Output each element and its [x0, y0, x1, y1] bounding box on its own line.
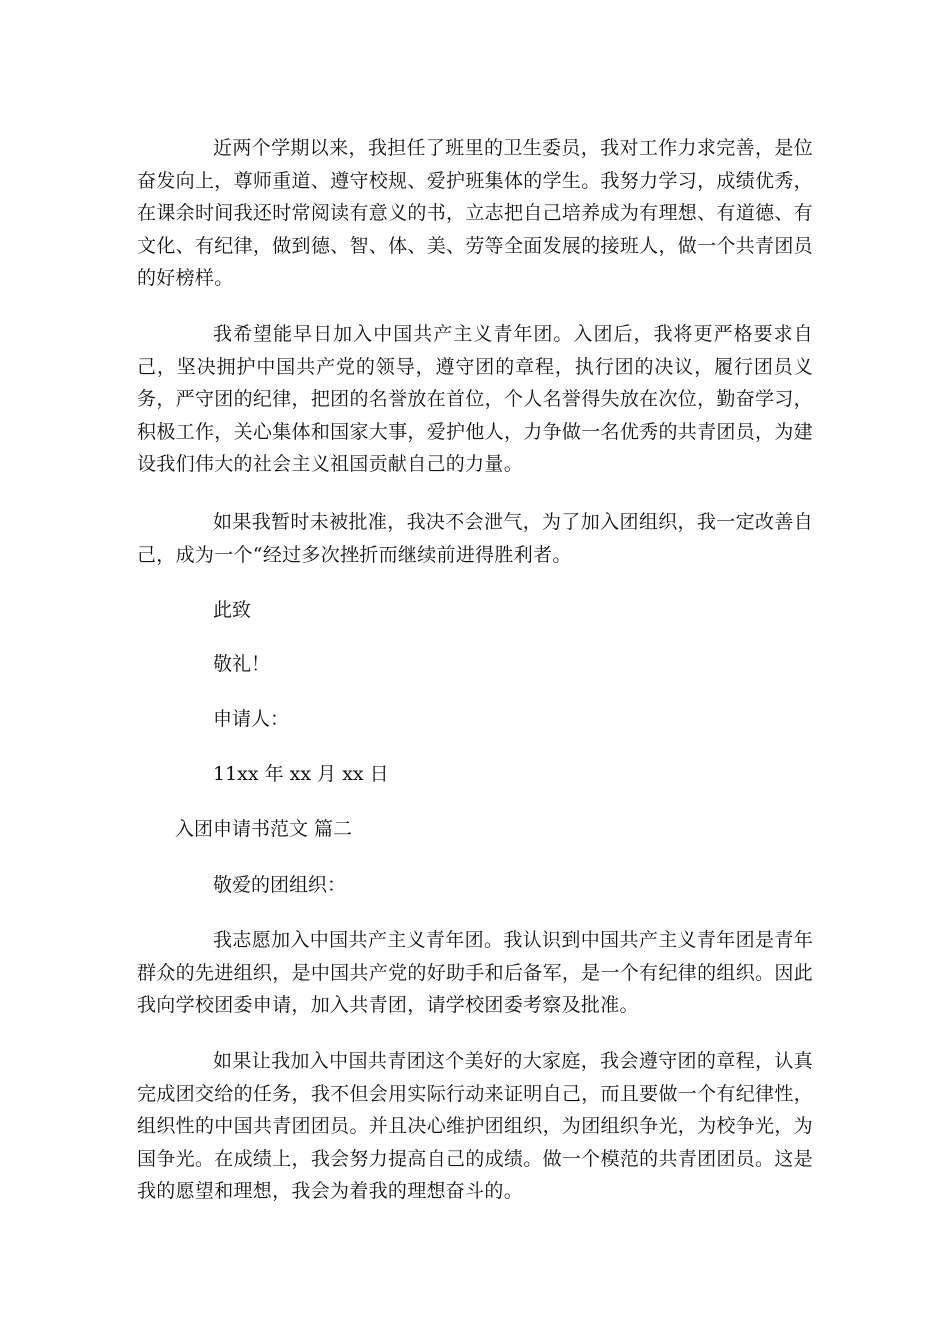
letter2-paragraph-1: 我志愿加入中国共产主义青年团。我认识到中国共产主义青年团是青年群众的先进组织，是中国共产党的好助手和后备军，是一个有纪律的组织。因此我向学校团委申请，加入共青团，请学校团委考察及批准。 — [137, 929, 813, 1016]
letter1-paragraph-1: 近两个学期以来，我担任了班里的卫生委员，我对工作力求完善，是位奋发向上，尊师重道、遵守校规、爱护班集体的学生。我努力学习，成绩优秀，在课余时间我还时常阅读有意义的书，立志把自己培养成为有理想、有道德、有文化、有纪律，做到德、智、体、美、劳等全面发展的接班人，做一个共青团员的好榜样。 — [137, 137, 813, 289]
letter1-paragraph-2: 我希望能早日加入中国共产主义青年团。入团后，我将更严格要求自己，坚决拥护中国共产党的领导，遵守团的章程，执行团的决议，履行团员义务，严守团的纪律，把团的名誉放在首位，个人名誉得失放在次位，勤奋学习，积极工作，关心集体和国家大事，爱护他人，力争做一名优秀的共青团员，为建设我们伟大的社会主义祖国贡献自己的力量。 — [137, 323, 813, 475]
section-heading: 入团申请书范文 篇二 — [175, 818, 353, 840]
closing-jingli: 敬礼！ — [213, 653, 271, 675]
application-date: 11xx 年 xx 月 xx 日 — [213, 763, 389, 785]
closing-cizhi: 此致 — [213, 599, 252, 621]
letter2-salutation: 敬爱的团组织： — [213, 874, 347, 896]
applicant-label: 申请人： — [213, 708, 290, 730]
letter2-paragraph-2: 如果让我加入中国共青团这个美好的大家庭，我会遵守团的章程，认真完成团交给的任务，我不但会用实际行动来证明自己，而且要做一个有纪律性，组织性的中国共青团团员。并且决心维护团组织，为团组织争光，为校争光，为国争光。在成绩上，我会努力提高自己的成绩。做一个模范的共青团团员。这是我的愿望和理想，我会为着我的理想奋斗的。 — [137, 1050, 813, 1202]
letter1-paragraph-3: 如果我暂时未被批准，我决不会泄气，为了加入团组织，我一定改善自己，成为一个“经过多次挫折而继续前进得胜利者。 — [137, 511, 813, 566]
